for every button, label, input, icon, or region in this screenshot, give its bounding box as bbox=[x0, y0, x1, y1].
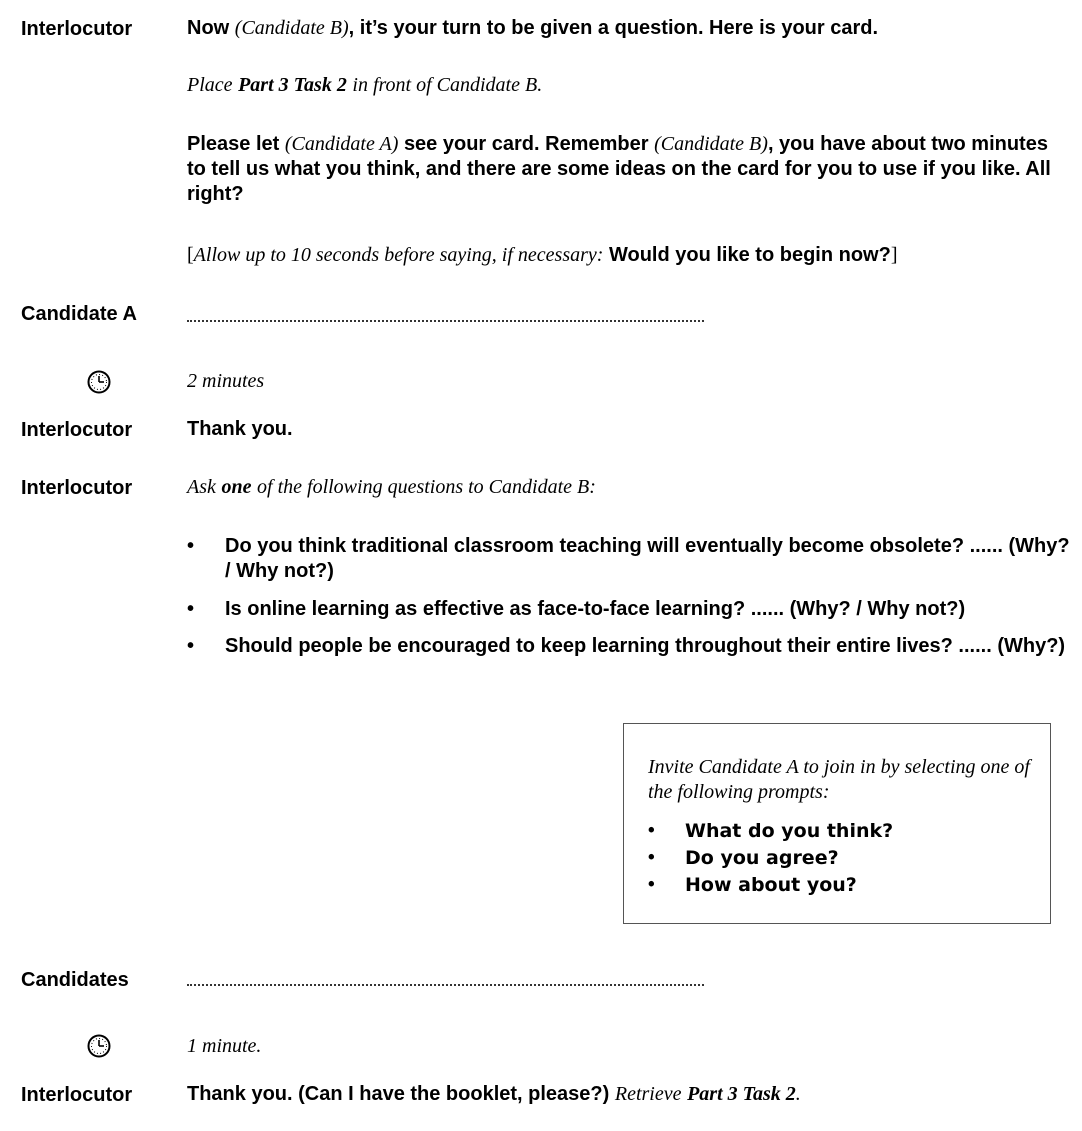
question-text: Do you think traditional classroom teaching will eventually become obsolete? ...... (Why? / Why not?) bbox=[225, 535, 1070, 582]
intro-now: Now bbox=[187, 17, 230, 39]
intro-candidate-b: (Candidate B) bbox=[234, 17, 349, 39]
ask-post: of the following questions to Candidate B: bbox=[257, 476, 596, 498]
question-text: Is online learning as effective as face-to-face learning? ...... (Why? / Why not?) bbox=[225, 598, 966, 620]
place-pre: Place bbox=[187, 74, 233, 96]
timer-one-minute: 1 minute. bbox=[187, 1035, 262, 1057]
response-dotted-line bbox=[187, 984, 704, 986]
prompt-box-intro: Invite Candidate A to join in by selecting one of the following prompts: bbox=[648, 756, 1030, 803]
bullet: • bbox=[648, 874, 655, 895]
question-item bbox=[187, 534, 1072, 584]
bullet: • bbox=[187, 535, 195, 557]
speaker-label-candidates: Candidates bbox=[21, 969, 129, 991]
allow-close-bracket: ] bbox=[890, 244, 898, 266]
speaker-label-interlocutor: Interlocutor bbox=[21, 419, 133, 441]
final-period: . bbox=[795, 1083, 801, 1105]
speaker-label-interlocutor: Interlocutor bbox=[21, 1084, 133, 1106]
allow-instruction bbox=[187, 243, 1067, 268]
final-line bbox=[187, 1082, 801, 1107]
place-instruction bbox=[187, 73, 1067, 98]
prompt-item bbox=[648, 819, 893, 843]
question-item bbox=[187, 597, 1072, 622]
prompt-text: How about you? bbox=[685, 874, 857, 896]
question-item bbox=[187, 634, 1072, 659]
please-candidate-a: (Candidate A) bbox=[284, 133, 399, 155]
final-retrieve: Retrieve bbox=[614, 1083, 682, 1105]
final-task: Part 3 Task 2 bbox=[687, 1083, 796, 1105]
intro-rest: , it’s your turn to be given a question. Here is your card. bbox=[348, 17, 879, 39]
prompt-text: Do you agree? bbox=[685, 847, 839, 869]
please-paragraph bbox=[187, 132, 1067, 207]
speaker-label-interlocutor: Interlocutor bbox=[21, 477, 133, 499]
prompt-item bbox=[648, 873, 857, 897]
allow-italic: Allow up to 10 seconds before saying, if necessary: bbox=[193, 244, 604, 266]
place-task: Part 3 Task 2 bbox=[238, 74, 347, 96]
response-dotted-line bbox=[187, 320, 704, 322]
bullet: • bbox=[187, 598, 195, 620]
prompt-item bbox=[648, 846, 839, 870]
timer-two-minutes: 2 minutes bbox=[187, 370, 265, 392]
final-thank-you: Thank you. (Can I have the booklet, please?) bbox=[187, 1083, 610, 1105]
allow-open-bracket: [ bbox=[187, 244, 194, 266]
intro-line bbox=[187, 16, 1067, 41]
bullet: • bbox=[648, 820, 655, 841]
please-candidate-b: (Candidate B) bbox=[654, 133, 768, 155]
question-text: Should people be encouraged to keep learning throughout their entire lives? ...... (Why?) bbox=[225, 635, 1066, 657]
clock-icon bbox=[87, 1034, 111, 1058]
bullet: • bbox=[187, 635, 195, 657]
please-p1: Please let bbox=[187, 133, 280, 155]
ask-instruction bbox=[187, 475, 596, 500]
thank-you: Thank you. bbox=[187, 418, 293, 440]
prompt-text: What do you think? bbox=[685, 820, 894, 842]
bullet: • bbox=[648, 847, 655, 868]
ask-pre: Ask bbox=[187, 476, 216, 498]
allow-question: Would you like to begin now? bbox=[608, 244, 891, 266]
place-post: in front of Candidate B. bbox=[352, 74, 543, 96]
please-p3: , you have about two minutes to tell us what you think, and there are some ideas on the card for you to use if you like. All right? bbox=[187, 133, 1051, 205]
clock-icon bbox=[87, 370, 111, 394]
prompt-box bbox=[623, 723, 1051, 924]
speaker-label-interlocutor: Interlocutor bbox=[21, 18, 133, 40]
speaker-label-candidate-a: Candidate A bbox=[21, 303, 137, 325]
please-p2: see your card. Remember bbox=[403, 133, 649, 155]
ask-one: one bbox=[221, 476, 252, 498]
